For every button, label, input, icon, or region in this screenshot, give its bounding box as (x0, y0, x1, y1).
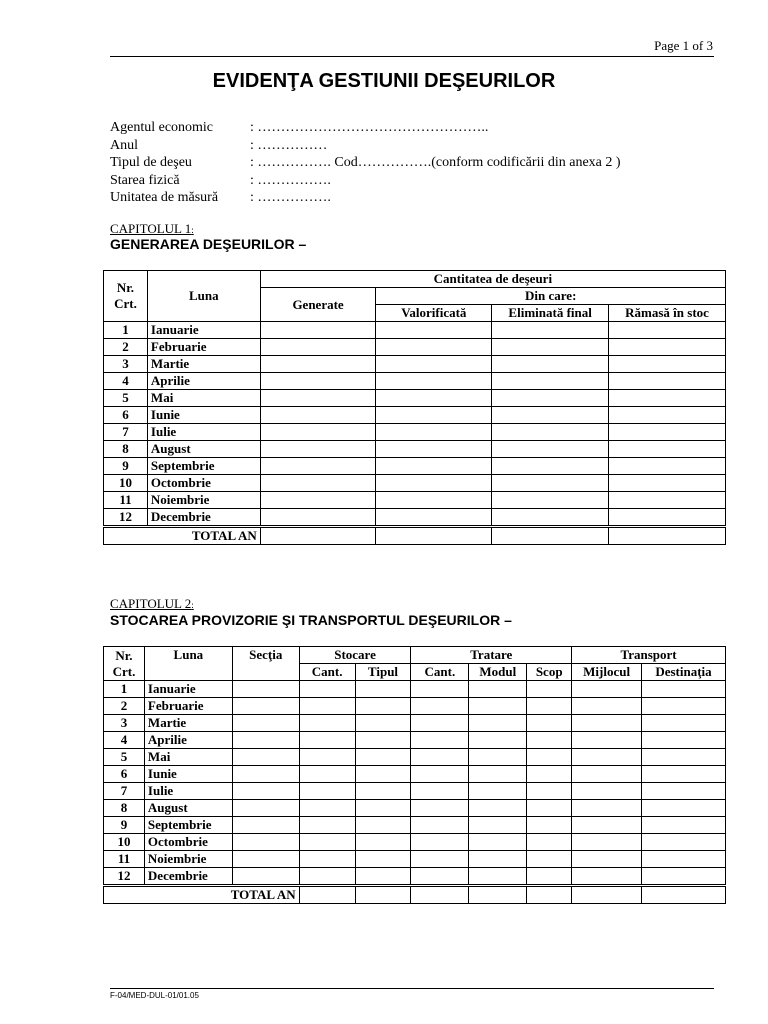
row-number: 7 (104, 424, 148, 441)
table-row (104, 749, 726, 766)
table-cell[interactable] (260, 527, 376, 545)
month-name: August (144, 800, 232, 817)
table-row (104, 817, 726, 834)
table-cell[interactable] (527, 886, 572, 904)
row-number: 9 (104, 817, 145, 834)
table-cell[interactable] (527, 732, 572, 749)
table-cell[interactable] (527, 715, 572, 732)
table-cell[interactable] (299, 681, 355, 698)
table-cell[interactable] (572, 698, 642, 715)
table-row (104, 322, 726, 339)
table-cell[interactable] (609, 424, 726, 441)
table-cell[interactable] (411, 715, 469, 732)
table-cell[interactable] (469, 715, 527, 732)
info-row (110, 189, 621, 207)
month-name: August (147, 441, 260, 458)
info-row (110, 119, 621, 137)
table-cell[interactable] (609, 475, 726, 492)
month-name: Februarie (144, 698, 232, 715)
table-cell[interactable] (642, 698, 726, 715)
table-cell[interactable] (609, 492, 726, 509)
table-cell[interactable] (411, 732, 469, 749)
table-cell[interactable] (376, 424, 492, 441)
month-name: Iulie (144, 783, 232, 800)
table-cell[interactable] (376, 373, 492, 390)
info-value: : ………………………………………….. (250, 120, 489, 135)
month-name: Noiembrie (144, 851, 232, 868)
table-cell[interactable] (572, 851, 642, 868)
table-cell[interactable] (260, 492, 376, 509)
table-cell[interactable] (642, 817, 726, 834)
row-number: 5 (104, 749, 145, 766)
table-cell[interactable] (492, 475, 609, 492)
table-cell[interactable] (260, 339, 376, 356)
table-cell[interactable] (609, 339, 726, 356)
row-number: 6 (104, 407, 148, 424)
table-cell[interactable] (260, 509, 376, 527)
table-cell[interactable] (411, 766, 469, 783)
table-cell[interactable] (299, 749, 355, 766)
row-number: 12 (104, 868, 145, 886)
table-cell[interactable] (642, 681, 726, 698)
total-label: TOTAL AN (104, 527, 261, 545)
table-cell[interactable] (411, 834, 469, 851)
table-cell[interactable] (572, 817, 642, 834)
table-cell[interactable] (299, 766, 355, 783)
table-cell[interactable] (492, 356, 609, 373)
table-cell[interactable] (232, 834, 299, 851)
info-label: Agentul economic (110, 120, 214, 135)
table-cell[interactable] (299, 868, 355, 886)
document-title: EVIDENŢA GESTIUNII DEŞEURILOR (212, 70, 556, 92)
table-cell[interactable] (355, 766, 411, 783)
table-cell[interactable] (355, 749, 411, 766)
table-cell[interactable] (376, 458, 492, 475)
table-row (104, 834, 726, 851)
table-row (104, 732, 726, 749)
table-cell[interactable] (609, 356, 726, 373)
table-cell[interactable] (609, 441, 726, 458)
table-cell[interactable] (411, 800, 469, 817)
table-cell[interactable] (572, 886, 642, 904)
info-label: Starea fizică (110, 172, 180, 188)
month-name: Iunie (144, 766, 232, 783)
info-row (110, 154, 621, 172)
month-name: Iulie (147, 424, 260, 441)
table-row (104, 800, 726, 817)
storage-table-body (104, 681, 726, 886)
table-cell[interactable] (232, 749, 299, 766)
month-name: Ianuarie (144, 681, 232, 698)
table-cell[interactable] (642, 834, 726, 851)
table-cell[interactable] (411, 868, 469, 886)
table-row (104, 339, 726, 356)
table-cell[interactable] (260, 356, 376, 373)
table-cell[interactable] (355, 681, 411, 698)
table-cell[interactable] (260, 390, 376, 407)
row-number: 3 (104, 715, 145, 732)
table-cell[interactable] (642, 732, 726, 749)
table-cell[interactable] (469, 834, 527, 851)
row-number: 3 (104, 356, 148, 373)
table-cell[interactable] (376, 390, 492, 407)
col-modul-header: Modul (469, 664, 527, 681)
table-cell[interactable] (411, 783, 469, 800)
col-scop-header: Scop (527, 664, 572, 681)
table-cell[interactable] (609, 458, 726, 475)
table-cell[interactable] (527, 868, 572, 886)
col-eliminata-header: Eliminată final (492, 305, 609, 322)
col-cant-header: Cant. (299, 664, 355, 681)
table-cell[interactable] (642, 800, 726, 817)
table-cell[interactable] (355, 715, 411, 732)
row-number: 2 (104, 698, 145, 715)
row-number: 11 (104, 492, 148, 509)
table-cell[interactable] (609, 509, 726, 527)
row-number: 10 (104, 475, 148, 492)
table-cell[interactable] (232, 681, 299, 698)
table-cell[interactable] (376, 475, 492, 492)
month-name: Martie (144, 715, 232, 732)
footer-rule (110, 988, 714, 989)
table-cell[interactable] (355, 800, 411, 817)
table-cell[interactable] (492, 390, 609, 407)
table-cell[interactable] (260, 424, 376, 441)
table-cell[interactable] (299, 698, 355, 715)
month-name: Septembrie (147, 458, 260, 475)
form-code: F-04/MED-DUL-01/01.05 (110, 991, 199, 1000)
table-cell[interactable] (469, 681, 527, 698)
table-cell[interactable] (609, 407, 726, 424)
table-cell[interactable] (376, 441, 492, 458)
table-cell[interactable] (232, 851, 299, 868)
table-cell[interactable] (527, 749, 572, 766)
col-cant-tratare-header: Cant. (411, 664, 469, 681)
table-row (104, 868, 726, 886)
row-number: 9 (104, 458, 148, 475)
table-cell[interactable] (492, 339, 609, 356)
table-cell[interactable] (232, 800, 299, 817)
table-cell[interactable] (469, 749, 527, 766)
table-cell[interactable] (609, 322, 726, 339)
table-cell[interactable] (527, 851, 572, 868)
table-cell[interactable] (609, 373, 726, 390)
month-name: Aprilie (147, 373, 260, 390)
table-row (104, 783, 726, 800)
table-cell[interactable] (411, 817, 469, 834)
month-name: Octombrie (144, 834, 232, 851)
table-cell[interactable] (492, 322, 609, 339)
table-cell[interactable] (572, 749, 642, 766)
table-cell[interactable] (527, 681, 572, 698)
col-din-care-header: Din care: (376, 288, 726, 305)
table-cell[interactable] (642, 715, 726, 732)
table-cell[interactable] (642, 783, 726, 800)
table-cell[interactable] (469, 698, 527, 715)
month-name: Aprilie (144, 732, 232, 749)
storage-transport-table (103, 646, 726, 904)
table-cell[interactable] (527, 800, 572, 817)
generation-table-body (104, 322, 726, 527)
col-destinatia-header: Destinaţia (642, 664, 726, 681)
table-cell[interactable] (376, 356, 492, 373)
table-cell[interactable] (492, 424, 609, 441)
row-number: 5 (104, 390, 148, 407)
table-cell[interactable] (376, 509, 492, 527)
table-cell[interactable] (469, 851, 527, 868)
table-cell[interactable] (572, 715, 642, 732)
table-cell[interactable] (492, 527, 609, 545)
table-cell[interactable] (642, 766, 726, 783)
table-cell[interactable] (355, 868, 411, 886)
month-name: Iunie (147, 407, 260, 424)
table-cell[interactable] (492, 492, 609, 509)
row-number: 7 (104, 783, 145, 800)
table-cell[interactable] (411, 886, 469, 904)
chapter1-heading: GENERAREA DEŞEURILOR – (110, 236, 307, 252)
table-cell[interactable] (376, 407, 492, 424)
table-cell[interactable] (572, 834, 642, 851)
total-row (104, 886, 726, 904)
row-number: 2 (104, 339, 148, 356)
table-cell[interactable] (232, 732, 299, 749)
table-cell[interactable] (527, 698, 572, 715)
table-cell[interactable] (260, 373, 376, 390)
table-cell[interactable] (299, 851, 355, 868)
table-row (104, 475, 726, 492)
table-cell[interactable] (642, 749, 726, 766)
table-cell[interactable] (572, 783, 642, 800)
row-number: 4 (104, 732, 145, 749)
header-rule (110, 56, 714, 57)
page-number: Page 1 of 3 (654, 38, 713, 53)
table-cell[interactable] (355, 817, 411, 834)
table-cell[interactable] (642, 868, 726, 886)
table-cell[interactable] (609, 527, 726, 545)
col-nr-header: Nr. Crt. (104, 271, 148, 322)
table-cell[interactable] (469, 783, 527, 800)
table-cell[interactable] (492, 458, 609, 475)
table-cell[interactable] (260, 458, 376, 475)
generation-table (103, 270, 726, 545)
table-cell[interactable] (299, 886, 355, 904)
table-cell[interactable] (609, 390, 726, 407)
table-cell[interactable] (260, 322, 376, 339)
month-name: Octombrie (147, 475, 260, 492)
table-cell[interactable] (299, 800, 355, 817)
table-cell[interactable] (527, 834, 572, 851)
table-cell[interactable] (492, 509, 609, 527)
table-cell[interactable] (572, 868, 642, 886)
table-row (104, 356, 726, 373)
chapter2-heading: STOCAREA PROVIZORIE ŞI TRANSPORTUL DEŞEURILOR – (110, 612, 512, 628)
table-cell[interactable] (527, 783, 572, 800)
table-cell[interactable] (355, 851, 411, 868)
table-row (104, 407, 726, 424)
table-cell[interactable] (299, 834, 355, 851)
row-number: 1 (104, 322, 148, 339)
col-sectia-header: Secţia (232, 647, 299, 681)
table-cell[interactable] (355, 886, 411, 904)
chapter2-label: CAPITOLUL 2: (110, 596, 194, 611)
col-tipul-header: Tipul (355, 664, 411, 681)
col-tratare-header: Tratare (411, 647, 572, 664)
info-value: : ……………. (250, 190, 331, 205)
table-row (104, 390, 726, 407)
row-number: 4 (104, 373, 148, 390)
table-row (104, 766, 726, 783)
table-cell[interactable] (376, 322, 492, 339)
table-cell[interactable] (232, 698, 299, 715)
table-cell[interactable] (492, 373, 609, 390)
table-cell[interactable] (355, 834, 411, 851)
table-cell[interactable] (469, 817, 527, 834)
table-row (104, 458, 726, 475)
info-label: Unitatea de măsură (110, 190, 219, 205)
table-cell[interactable] (572, 800, 642, 817)
row-number: 12 (104, 509, 148, 527)
table-cell[interactable] (572, 766, 642, 783)
table-cell[interactable] (492, 407, 609, 424)
table-cell[interactable] (232, 817, 299, 834)
table-cell[interactable] (376, 339, 492, 356)
info-row (110, 172, 621, 190)
table-row (104, 681, 726, 698)
table-cell[interactable] (355, 783, 411, 800)
table-cell[interactable] (527, 817, 572, 834)
col-transport-header: Transport (572, 647, 726, 664)
table-cell[interactable] (469, 800, 527, 817)
col-mijlocul-header: Mijlocul (572, 664, 642, 681)
table-cell[interactable] (232, 715, 299, 732)
table-cell[interactable] (469, 732, 527, 749)
table-cell[interactable] (232, 868, 299, 886)
col-nr-header: Nr. Crt. (104, 647, 145, 681)
table-row (104, 424, 726, 441)
table-cell[interactable] (642, 886, 726, 904)
table-cell[interactable] (469, 886, 527, 904)
table-row (104, 715, 726, 732)
table-row (104, 373, 726, 390)
table-cell[interactable] (355, 732, 411, 749)
total-label: TOTAL AN (104, 886, 300, 904)
table-cell[interactable] (411, 698, 469, 715)
row-number: 6 (104, 766, 145, 783)
month-name: Noiembrie (147, 492, 260, 509)
table-cell[interactable] (299, 817, 355, 834)
table-cell[interactable] (232, 766, 299, 783)
info-value: : ……………. (250, 172, 331, 188)
month-name: Decembrie (144, 868, 232, 886)
table-cell[interactable] (492, 441, 609, 458)
table-row (104, 492, 726, 509)
table-cell[interactable] (376, 492, 492, 509)
table-cell[interactable] (411, 749, 469, 766)
table-cell[interactable] (232, 783, 299, 800)
table-row (104, 441, 726, 458)
table-row (104, 698, 726, 715)
month-name: Februarie (147, 339, 260, 356)
table-cell[interactable] (469, 868, 527, 886)
row-number: 11 (104, 851, 145, 868)
month-name: Mai (147, 390, 260, 407)
table-cell[interactable] (260, 407, 376, 424)
table-cell[interactable] (411, 851, 469, 868)
table-cell[interactable] (299, 732, 355, 749)
row-number: 8 (104, 800, 145, 817)
col-stocare-header: Stocare (299, 647, 411, 664)
table-row (104, 851, 726, 868)
total-row (104, 527, 726, 545)
info-label: Anul (110, 137, 138, 153)
row-number: 1 (104, 681, 145, 698)
table-cell[interactable] (299, 715, 355, 732)
table-cell[interactable] (260, 441, 376, 458)
month-name: Decembrie (147, 509, 260, 527)
row-number: 10 (104, 834, 145, 851)
table-cell[interactable] (260, 475, 376, 492)
table-cell[interactable] (572, 681, 642, 698)
table-cell[interactable] (527, 766, 572, 783)
info-value: : ……………. Cod…………….(conform codificării din anexa 2 ) (250, 155, 621, 170)
month-name: Martie (147, 356, 260, 373)
chapter1-label: CAPITOLUL 1: (110, 221, 194, 236)
table-cell[interactable] (572, 732, 642, 749)
col-generate-header: Generate (260, 288, 376, 322)
table-cell[interactable] (376, 527, 492, 545)
info-row (110, 137, 621, 155)
month-name: Septembrie (144, 817, 232, 834)
col-valorificata-header: Valorificată (376, 305, 492, 322)
table-row (104, 509, 726, 527)
info-value: : …………… (250, 137, 328, 153)
table-cell[interactable] (411, 681, 469, 698)
table-cell[interactable] (355, 698, 411, 715)
col-ramasa-header: Rămasă în stoc (609, 305, 726, 322)
col-luna-header: Luna (144, 647, 232, 681)
month-name: Ianuarie (147, 322, 260, 339)
col-cantitate-header: Cantitatea de deşeuri (260, 271, 725, 288)
table-cell[interactable] (642, 851, 726, 868)
table-cell[interactable] (469, 766, 527, 783)
month-name: Mai (144, 749, 232, 766)
row-number: 8 (104, 441, 148, 458)
info-block (110, 119, 621, 207)
table-cell[interactable] (299, 783, 355, 800)
col-luna-header: Luna (147, 271, 260, 322)
info-label: Tipul de deşeu (110, 155, 192, 170)
